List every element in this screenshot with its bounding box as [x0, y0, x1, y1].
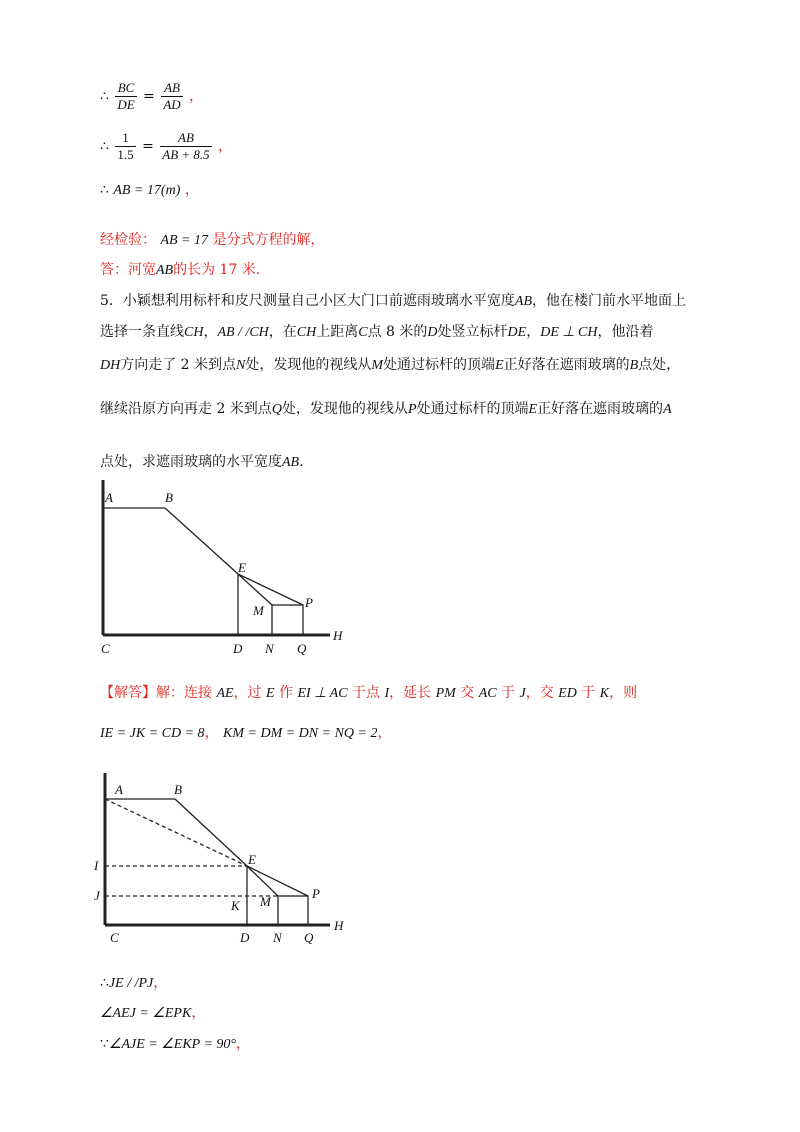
text: 于点: [351, 685, 380, 701]
label-P: P: [305, 595, 313, 610]
check-equation: AB = 17: [160, 233, 209, 248]
variable: J: [519, 686, 526, 701]
label-M: M: [260, 894, 271, 909]
comma: ，: [189, 88, 204, 105]
text: 选择一条直线: [100, 324, 184, 340]
text: ，过: [233, 685, 262, 701]
comma: ，: [184, 182, 199, 198]
label-K: K: [231, 898, 240, 913]
text: 处通过标杆的顶端: [383, 357, 496, 373]
comma: ，: [191, 1005, 206, 1021]
numerator: BC: [115, 80, 136, 97]
variable: DE ⊥ CH: [540, 325, 598, 340]
comma: ，: [218, 138, 233, 155]
variable: B: [629, 358, 639, 373]
therefore-symbol: ∴: [100, 138, 109, 155]
solution-line-2: [100, 723, 391, 744]
variable: DH: [100, 358, 121, 373]
variable: E: [528, 402, 538, 417]
problem-line-5: [100, 452, 304, 473]
label-N: N: [265, 641, 274, 656]
label-Q: Q: [304, 930, 314, 945]
equation: ∠AEJ = ∠EPK: [100, 1006, 192, 1021]
text: 正好落在遮雨玻璃的: [537, 401, 664, 417]
variable: A: [663, 402, 672, 417]
variable: PM: [435, 686, 456, 701]
variable: DE: [507, 325, 527, 340]
step-end-2: [100, 1003, 205, 1024]
step-2: [100, 130, 232, 163]
comma: ，: [153, 975, 168, 991]
problem-line-2: [100, 322, 654, 343]
step-end-1: [100, 973, 167, 994]
text: .: [299, 454, 304, 470]
denominator: 1.5: [117, 147, 134, 162]
label-H: H: [334, 918, 344, 933]
variable: AB / /CH: [217, 325, 269, 340]
variable: AB: [282, 455, 300, 470]
label-J: J: [94, 888, 100, 903]
fraction: [160, 130, 211, 163]
label-C: C: [101, 641, 110, 656]
equation: JE / /PJ: [108, 976, 154, 991]
check-prefix: 经检验：: [100, 232, 156, 248]
text: 继续沿原方向再走 2 米到点: [100, 401, 272, 417]
answer-prefix: 答：河宽: [100, 262, 156, 278]
variable: D: [427, 325, 438, 340]
comma: ，: [204, 725, 219, 741]
numerator: AB: [160, 130, 211, 147]
text: 处，发现他的视线从: [281, 401, 408, 417]
text: ，则: [609, 685, 638, 701]
step-1: [100, 80, 203, 113]
variable: E: [495, 358, 504, 373]
therefore-symbol: ∴: [100, 88, 109, 105]
denominator: AD: [163, 97, 181, 112]
geometry-figure-2: [90, 770, 360, 950]
step-3: [100, 180, 199, 201]
label-A: A: [115, 782, 123, 797]
text: 交: [460, 685, 475, 701]
comma: ，: [236, 1036, 251, 1052]
numerator: 1: [115, 130, 135, 147]
variable: I: [384, 686, 390, 701]
variable: ED: [558, 686, 577, 701]
text: 点处，: [638, 357, 681, 373]
answer-suffix: 的长为 17 米.: [173, 262, 261, 278]
label-D: D: [233, 641, 243, 656]
text: 5．小颖想利用标杆和皮尺测量自己小区大门口前遮雨玻璃水平宽度: [100, 293, 515, 309]
text: ，延长: [389, 685, 432, 701]
text: ，他沿着: [597, 324, 654, 340]
text: ，交: [525, 685, 554, 701]
numerator: AB: [161, 80, 182, 97]
text: ，: [526, 324, 541, 340]
denominator: DE: [117, 97, 135, 112]
variable: CH: [296, 325, 317, 340]
equation: IE = JK = CD = 8: [100, 726, 205, 741]
problem-line-4: [100, 399, 672, 420]
equals: =: [142, 138, 154, 155]
check-line: [100, 230, 324, 251]
equation: ∠AJE = ∠EKP = 90°: [108, 1037, 237, 1052]
label-C: C: [110, 930, 119, 945]
therefore-symbol: ∴: [100, 975, 109, 991]
variable: AC: [478, 686, 497, 701]
problem-line-1: [100, 291, 686, 312]
therefore-symbol: ∴: [100, 182, 109, 198]
step-end-3: [100, 1034, 250, 1055]
variable: AE: [216, 686, 234, 701]
label-A: A: [105, 490, 113, 505]
variable: Q: [271, 402, 282, 417]
label-I: I: [94, 858, 99, 873]
label-E: E: [238, 560, 246, 575]
variable: N: [236, 358, 246, 373]
problem-line-3: [100, 355, 680, 376]
text: 解：连接: [156, 685, 212, 701]
text: 于: [501, 685, 516, 701]
text: 方向走了 2 米到点: [120, 357, 237, 373]
text: 点处，求遮雨玻璃的水平宽度: [100, 454, 282, 470]
text: ，他在楼门前水平地面上: [532, 293, 687, 309]
text: 上距离: [316, 324, 359, 340]
equation: AB = 17(m): [113, 183, 181, 198]
fraction: [115, 80, 136, 113]
text: ，: [203, 324, 218, 340]
equation: KM = DM = DN = NQ = 2: [223, 726, 378, 741]
equals: =: [143, 88, 155, 105]
label-Q: Q: [297, 641, 307, 656]
label-H: H: [333, 628, 343, 643]
answer-variable: AB: [156, 263, 174, 278]
text: ，在: [268, 324, 297, 340]
because-symbol: ∵: [100, 1036, 109, 1052]
variable: P: [407, 402, 417, 417]
label-B: B: [165, 490, 173, 505]
check-suffix: 是分式方程的解，: [212, 232, 325, 248]
label-N: N: [273, 930, 282, 945]
variable: AB: [514, 294, 533, 309]
solution-line-1: [100, 683, 637, 704]
comma: ，: [377, 725, 392, 741]
variable: M: [371, 358, 384, 373]
variable: C: [358, 325, 368, 340]
fraction: [115, 130, 135, 163]
variable: CH: [184, 325, 204, 340]
text: 处通过标杆的顶端: [416, 401, 529, 417]
variable: EI ⊥ AC: [297, 686, 348, 701]
text: 点 8 米的: [367, 324, 428, 340]
variable: K: [599, 686, 610, 701]
label-D: D: [240, 930, 250, 945]
text: 处竖立标杆: [437, 324, 508, 340]
variable: E: [266, 686, 275, 701]
label-E: E: [248, 852, 256, 867]
geometry-figure-1: [95, 475, 355, 660]
label-P: P: [312, 886, 320, 901]
denominator: AB + 8.5: [162, 147, 210, 162]
solution-tag: 【解答】: [100, 685, 156, 701]
text: 处，发现他的视线从: [245, 357, 372, 373]
answer-line: [100, 260, 260, 281]
label-M: M: [253, 603, 264, 618]
fraction: [161, 80, 182, 113]
text: 作: [279, 685, 294, 701]
label-B: B: [174, 782, 182, 797]
text: 正好落在遮雨玻璃的: [503, 357, 630, 373]
text: 于: [581, 685, 596, 701]
